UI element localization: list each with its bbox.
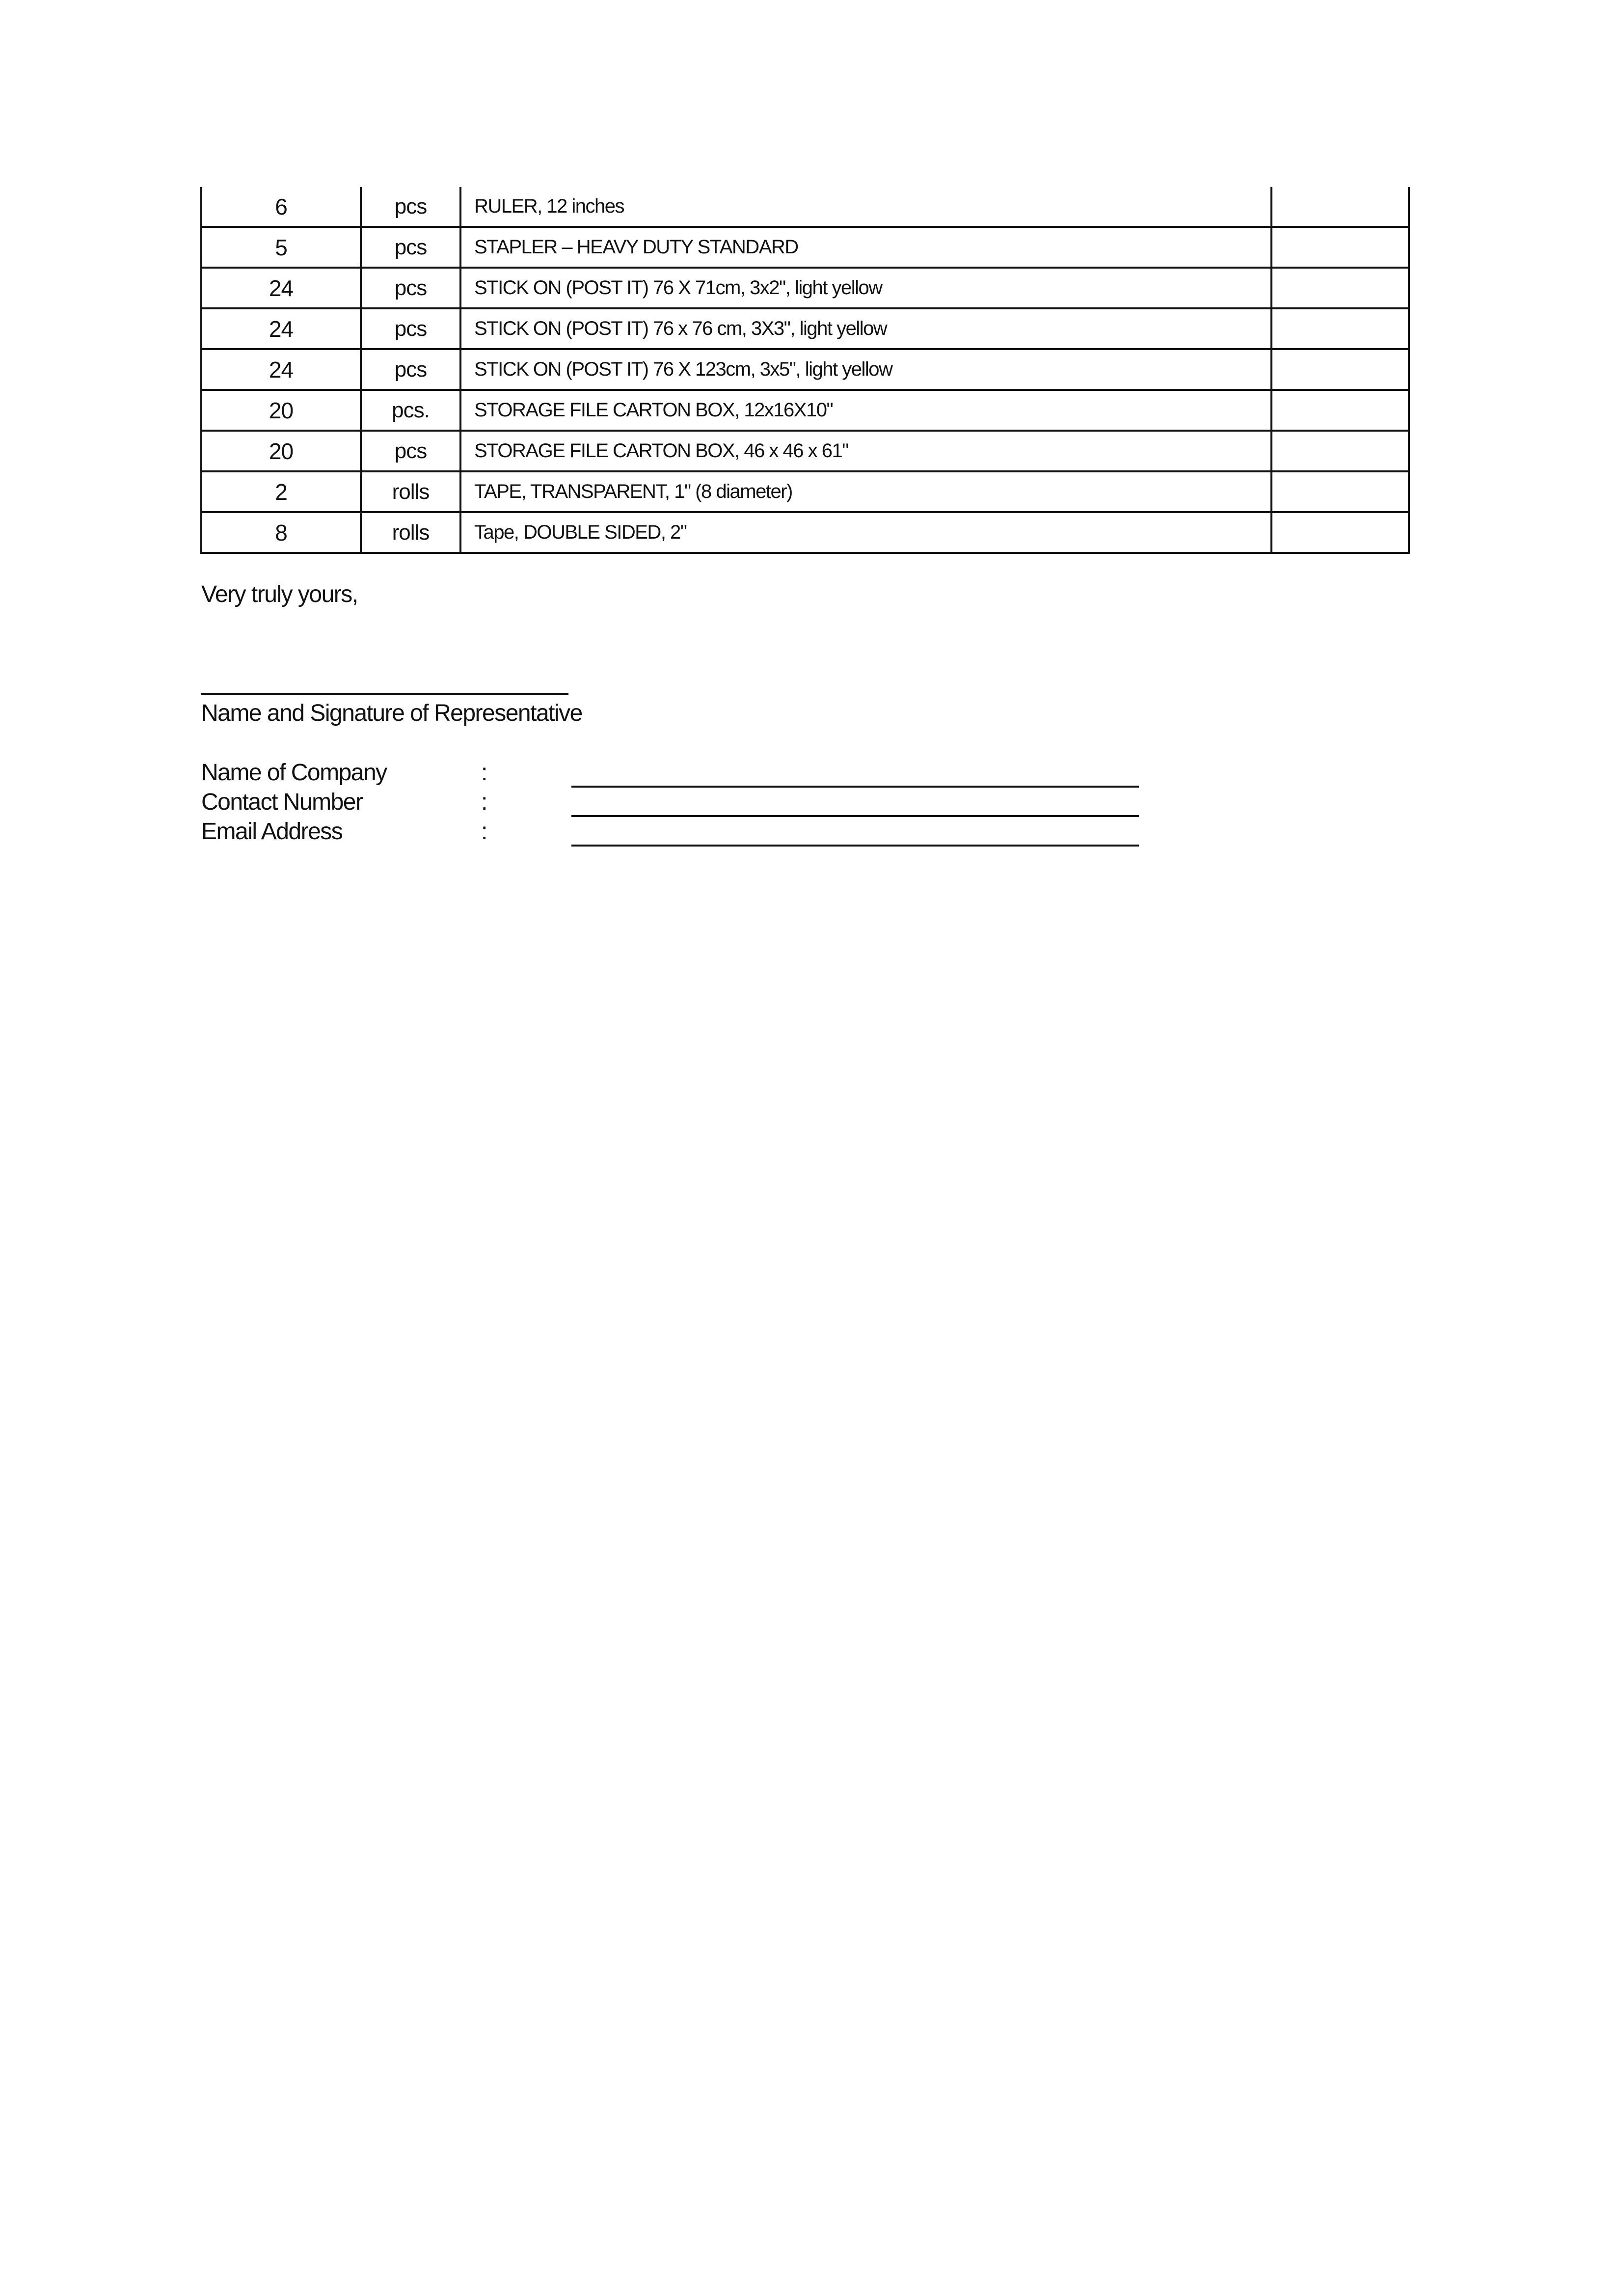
blank-cell bbox=[1271, 471, 1409, 512]
table-row bbox=[201, 512, 1409, 553]
blank-cell bbox=[1271, 349, 1409, 390]
items-table bbox=[200, 187, 1410, 554]
quantity-cell: 20 bbox=[201, 431, 361, 471]
email-address-blank-line[interactable] bbox=[571, 845, 1139, 847]
description-cell: STORAGE FILE CARTON BOX, 46 x 46 x 61" bbox=[460, 431, 1271, 471]
table-row bbox=[201, 349, 1409, 390]
signature-line[interactable] bbox=[201, 693, 568, 695]
blank-cell bbox=[1271, 268, 1409, 308]
quantity-cell: 8 bbox=[201, 512, 361, 553]
unit-cell: pcs bbox=[361, 308, 460, 349]
description-cell: STORAGE FILE CARTON BOX, 12x16X10" bbox=[460, 390, 1271, 431]
description-cell: TAPE, TRANSPARENT, 1" (8 diameter) bbox=[460, 471, 1271, 512]
company-name-blank-line[interactable] bbox=[571, 786, 1139, 788]
description-cell: Tape, DOUBLE SIDED, 2" bbox=[460, 512, 1271, 553]
unit-cell: pcs bbox=[361, 431, 460, 471]
quantity-cell: 20 bbox=[201, 390, 361, 431]
table-row bbox=[201, 308, 1409, 349]
quantity-cell: 24 bbox=[201, 308, 361, 349]
description-cell: STAPLER – HEAVY DUTY STANDARD bbox=[460, 227, 1271, 268]
contact-number-blank-line[interactable] bbox=[571, 815, 1139, 817]
company-name-field bbox=[201, 759, 1183, 789]
email-address-field bbox=[201, 818, 1183, 847]
unit-cell: rolls bbox=[361, 471, 460, 512]
description-cell: RULER, 12 inches bbox=[460, 187, 1271, 227]
field-separator: : bbox=[481, 789, 488, 815]
unit-cell: pcs bbox=[361, 349, 460, 390]
unit-cell: rolls bbox=[361, 512, 460, 553]
blank-cell bbox=[1271, 308, 1409, 349]
quantity-cell: 5 bbox=[201, 227, 361, 268]
blank-cell bbox=[1271, 187, 1409, 227]
quantity-cell: 2 bbox=[201, 471, 361, 512]
table-row bbox=[201, 471, 1409, 512]
quantity-cell: 24 bbox=[201, 268, 361, 308]
quantity-cell: 24 bbox=[201, 349, 361, 390]
field-label: Email Address bbox=[201, 819, 343, 845]
blank-cell bbox=[1271, 512, 1409, 553]
unit-cell: pcs. bbox=[361, 390, 460, 431]
table-row bbox=[201, 390, 1409, 431]
table-row bbox=[201, 268, 1409, 308]
field-separator: : bbox=[481, 819, 488, 845]
description-cell: STICK ON (POST IT) 76 X 71cm, 3x2", light yellow bbox=[460, 268, 1271, 308]
blank-cell bbox=[1271, 390, 1409, 431]
table-row bbox=[201, 227, 1409, 268]
unit-cell: pcs bbox=[361, 227, 460, 268]
unit-cell: pcs bbox=[361, 268, 460, 308]
blank-cell bbox=[1271, 227, 1409, 268]
blank-cell bbox=[1271, 431, 1409, 471]
unit-cell: pcs bbox=[361, 187, 460, 227]
description-cell: STICK ON (POST IT) 76 X 123cm, 3x5", light yellow bbox=[460, 349, 1271, 390]
description-cell: STICK ON (POST IT) 76 x 76 cm, 3X3", light yellow bbox=[460, 308, 1271, 349]
table-row bbox=[201, 187, 1409, 227]
field-label: Name of Company bbox=[201, 760, 387, 786]
signature-caption: Name and Signature of Representative bbox=[201, 700, 582, 726]
contact-number-field bbox=[201, 789, 1183, 818]
quantity-cell: 6 bbox=[201, 187, 361, 227]
field-label: Contact Number bbox=[201, 789, 363, 815]
field-separator: : bbox=[481, 760, 488, 786]
closing-text: Very truly yours, bbox=[201, 581, 358, 607]
table-row bbox=[201, 431, 1409, 471]
